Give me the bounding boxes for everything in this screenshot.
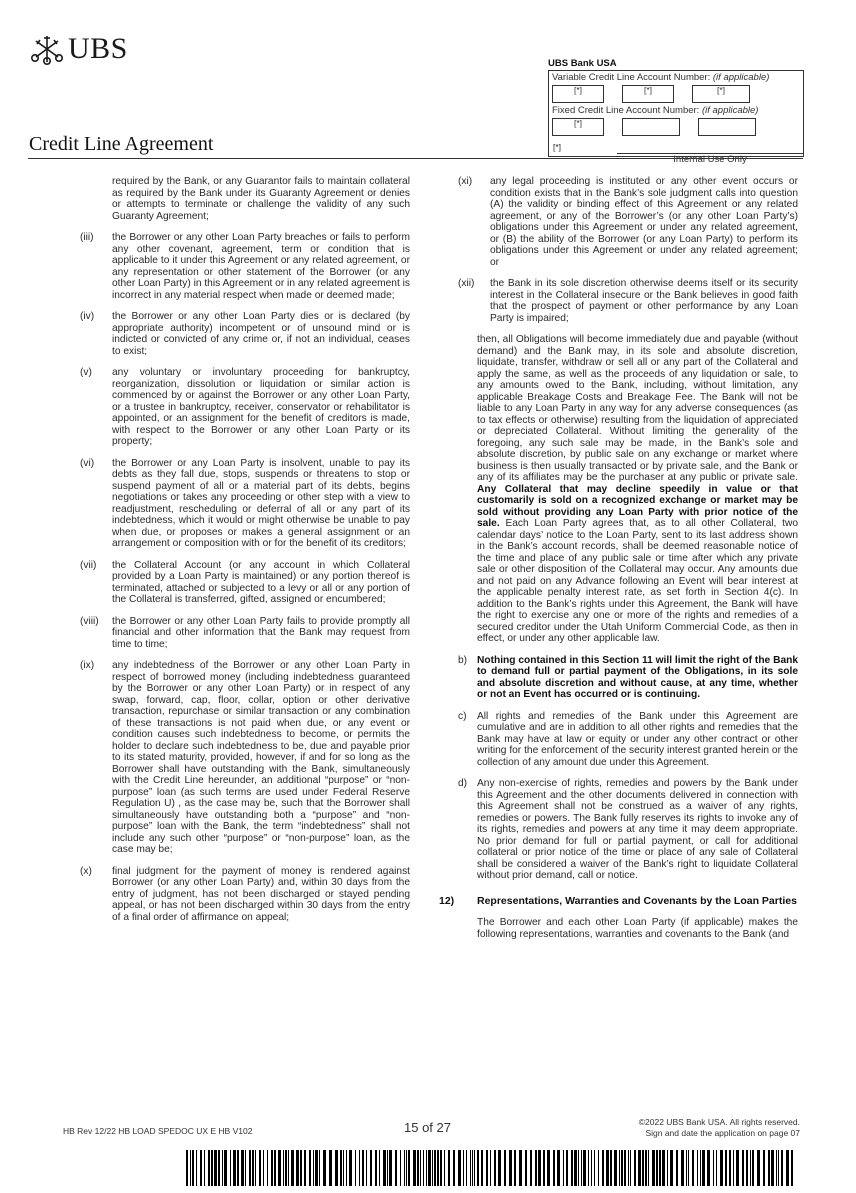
barcode-bar bbox=[224, 1150, 227, 1186]
barcode-bar bbox=[776, 1150, 777, 1186]
barcode-bar bbox=[602, 1150, 604, 1186]
barcode-bar bbox=[713, 1150, 714, 1186]
variable-account-field-3[interactable]: [*] bbox=[692, 85, 750, 103]
barcode-bar bbox=[733, 1150, 734, 1186]
barcode-bar bbox=[676, 1150, 678, 1186]
barcode-bar bbox=[349, 1150, 352, 1186]
barcode-bar bbox=[329, 1150, 332, 1186]
item-number: (v) bbox=[80, 367, 92, 378]
list-item bbox=[80, 458, 410, 550]
barcode-bar bbox=[291, 1150, 294, 1186]
account-number-box bbox=[548, 58, 804, 165]
barcode-bar bbox=[387, 1150, 388, 1186]
barcode-bar bbox=[725, 1150, 727, 1186]
sub-item-letter: d) bbox=[458, 778, 468, 789]
barcode-bar bbox=[309, 1150, 311, 1186]
list-item bbox=[80, 660, 410, 856]
barcode-bar bbox=[662, 1150, 665, 1186]
barcode-bar bbox=[241, 1150, 244, 1186]
barcode-bar bbox=[340, 1150, 342, 1186]
barcode-bar bbox=[771, 1150, 774, 1186]
fixed-account-suffix: [*] bbox=[553, 142, 562, 152]
item-text: the Borrower or any other Loan Party fails to provide promptly all financial and other information that the Bank may request from time to time; bbox=[112, 615, 410, 650]
barcode-bar bbox=[389, 1150, 392, 1186]
barcode-bar bbox=[530, 1150, 532, 1186]
barcode-bar bbox=[688, 1150, 689, 1186]
list-item bbox=[80, 560, 410, 606]
barcode-bar bbox=[278, 1150, 281, 1186]
continued-paragraph: required by the Bank, or any Guarantor fails to maintain collateral as required by the Bank under its Guaranty Agreement or denies or attempts to terminate or challenge the validity of any such Guaranty Agreement; bbox=[112, 176, 410, 222]
item-text: the Borrower or any other Loan Party breaches or fails to perform any other covenant, agreement, term or condition that is applicable to it under this Agreement or any related agreement, or any representation or other statement of the Borrower (or any other Loan Party) in this Agreement or in any related agreement is incorrect in any material respect when made or deemed made; bbox=[112, 232, 410, 301]
barcode-bar bbox=[494, 1150, 496, 1186]
barcode-bar bbox=[490, 1150, 491, 1186]
left-column bbox=[80, 176, 410, 933]
barcode-bar bbox=[720, 1150, 723, 1186]
remedies-text: then, all Obligations will become immediately due and payable (without demand) and the Bank may, in its sole and absolute discretion, liquidate, transfer, withdraw or sell all or any part of the Collateral and apply the same, as well as the proceeds of any liquidation or sale, to any amounts owed to the Bank, including, without limitation, any applicable Breakage Costs and Breakage Fee. The Bank will not be liable to any Loan Party in any way for any adverse consequences (as to tax effects or otherwise) resulting from the liquidation of appreciated or depreciated Collateral. Without limiting the generality of the foregoing, any such sale may be made, in the Bank’s sole and absolute discretion, by public sale on any exchange or market where business is then usually transacted or by private sale, and the Bank or any of its affiliates may be the purchaser at any public or private sale. bbox=[477, 334, 798, 483]
barcode-bar bbox=[400, 1150, 401, 1186]
barcode-bar bbox=[645, 1150, 647, 1186]
barcode-bar bbox=[263, 1150, 264, 1186]
page-title: Credit Line Agreement bbox=[29, 133, 214, 155]
list-item bbox=[80, 311, 410, 357]
list-item bbox=[80, 616, 410, 651]
barcode-bar bbox=[729, 1150, 731, 1186]
barcode-bar bbox=[598, 1150, 599, 1186]
barcode-bar bbox=[423, 1150, 424, 1186]
variable-account-label bbox=[552, 72, 800, 84]
barcode-bar bbox=[214, 1150, 217, 1186]
barcode-bar bbox=[514, 1150, 516, 1186]
remedies-bold-text: Any Collateral that may decline speedily in value or that customarily is sold on a recognized exchange or market may be sold without providing any Loan Party with prior notice of the sale. bbox=[477, 483, 798, 529]
barcode-bar bbox=[656, 1150, 658, 1186]
barcode-bar bbox=[259, 1150, 261, 1186]
barcode-bar bbox=[190, 1150, 191, 1186]
barcode-bar bbox=[413, 1150, 416, 1186]
barcode-bar bbox=[594, 1150, 595, 1186]
barcode-bar bbox=[343, 1150, 344, 1186]
barcode-bar bbox=[426, 1150, 427, 1186]
barcode-bar bbox=[383, 1150, 386, 1186]
barcode-bar bbox=[379, 1150, 380, 1186]
barcode-bar bbox=[440, 1150, 442, 1186]
item-number: (viii) bbox=[80, 615, 99, 627]
barcode-bar bbox=[670, 1150, 673, 1186]
list-item bbox=[80, 367, 410, 448]
barcode-bar bbox=[619, 1150, 620, 1186]
barcode-bar bbox=[192, 1150, 194, 1186]
fixed-note: (if applicable) bbox=[701, 105, 759, 116]
barcode-bar bbox=[535, 1150, 537, 1186]
barcode-bar bbox=[778, 1150, 779, 1186]
item-text: the Borrower or any Loan Party is insolvent, unable to pay its debts as they fall due, stops, suspends or threatens to stop or suspend payment of all or a material part of its debts, begins negotiations or takes any proceeding or other step with a view to readjustment, rescheduling or deferral of all or any part of its indebtedness, which it would or might otherwise be unable to pay when due, or proposes or makes a general assignment or an arrangement or composition with or for the benefit of its creditors; bbox=[112, 457, 410, 549]
barcode-bar bbox=[196, 1150, 197, 1186]
barcode-bar bbox=[218, 1150, 220, 1186]
barcode-bar bbox=[249, 1150, 251, 1186]
section-intro: The Borrower and each other Loan Party (if applicable) makes the following representations, warranties and covenants to the Bank (and bbox=[477, 917, 798, 940]
barcode-bar bbox=[750, 1150, 751, 1186]
fixed-account-field-2[interactable] bbox=[622, 118, 680, 136]
barcode-bar bbox=[437, 1150, 439, 1186]
barcode-bar bbox=[313, 1150, 314, 1186]
barcode-bar bbox=[463, 1150, 464, 1186]
barcode-bar bbox=[606, 1150, 609, 1186]
barcode-bar bbox=[233, 1150, 236, 1186]
barcode-bar bbox=[659, 1150, 661, 1186]
sub-item-text: All rights and remedies of the Bank under this Agreement are cumulative and are in addition to all other rights and remedies that the Bank may have at law or equity or under any other contract or other writing for the enforcement of the security interest granted herein or the collection of any amount due under this Agreement. bbox=[477, 710, 798, 768]
barcode-bar bbox=[768, 1150, 770, 1186]
barcode-bar bbox=[702, 1150, 705, 1186]
right-column bbox=[439, 176, 798, 950]
barcode-bar bbox=[359, 1150, 360, 1186]
variable-account-field-2[interactable]: [*] bbox=[622, 85, 674, 103]
variable-account-cells bbox=[552, 85, 800, 103]
item-text: the Bank in its sole discretion otherwise deems itself or its security interest in the Collateral insecure or the Bank believes in good faith that the prospect of payment or other performance by any Loan Party is impaired; bbox=[490, 278, 798, 324]
barcode-bar bbox=[245, 1150, 246, 1186]
barcode-bar bbox=[274, 1150, 276, 1186]
barcode-bar bbox=[742, 1150, 744, 1186]
item-number: (ix) bbox=[80, 660, 95, 671]
barcode-bar bbox=[525, 1150, 527, 1186]
barcode-bar bbox=[406, 1150, 407, 1186]
barcode-bar bbox=[686, 1150, 687, 1186]
barcode-bar bbox=[746, 1150, 748, 1186]
barcode-bar bbox=[781, 1150, 783, 1186]
item-number: (xi) bbox=[458, 176, 473, 187]
item-text: the Borrower or any other Loan Party dies or is declared (by appropriate authority) incompetent or of unsound mind or is indicted or convicted of any crime or, if not an individual, ceases to exist; bbox=[112, 311, 410, 357]
barcode-bar bbox=[634, 1150, 636, 1186]
barcode-bar bbox=[434, 1150, 436, 1186]
barcode-bar bbox=[757, 1150, 760, 1186]
barcode-bar bbox=[346, 1150, 347, 1186]
barcode bbox=[186, 1150, 798, 1186]
barcode-bar bbox=[208, 1150, 210, 1186]
barcode-bar bbox=[566, 1150, 568, 1186]
barcode-bar bbox=[420, 1150, 421, 1186]
ubs-logo bbox=[30, 32, 128, 66]
remedies-text-continued: Each Loan Party agrees that, as to all other Collateral, two calendar days’ notice to the Loan Party, sent to its last address shown in the Bank’s account records, shall be deemed reasonable notice of the time and place of any public sale or time after which any private sale or other disposition of the Collateral may occur. Any amounts due and not paid on any Advance following an Event will bear interest at the applicable penalty interest rate, as set forth in Section 4(c). In addition to the Bank’s rights under this Agreement, the Bank will have the right to exercise any one or more of the rights and remedies of a secured creditor under the Utah Uniform Commercial Code, as then in effect, or under any other applicable law. bbox=[477, 518, 798, 644]
list-item bbox=[80, 866, 410, 924]
barcode-bar bbox=[230, 1150, 231, 1186]
barcode-bar bbox=[571, 1150, 573, 1186]
item-text: any legal proceeding is instituted or any other event occurs or condition exists that in the Bank’s sole judgment calls into question (A) the validity or binding effect of this Agreement or any related agreement, or any of the Borrower’s (or any other Loan Party’s) obligations under this Agreement or under any related agreement, or (B) the ability of the Borrower (or any Loan Party) to perform its obligations under this Agreement or under any related agreement; or bbox=[490, 176, 798, 268]
variable-account-field-1[interactable]: [*] bbox=[552, 85, 604, 103]
barcode-bar bbox=[574, 1150, 577, 1186]
barcode-bar bbox=[563, 1150, 564, 1186]
page-number: 15 of 27 bbox=[404, 1120, 451, 1135]
list-item bbox=[458, 176, 798, 268]
barcode-bar bbox=[204, 1150, 205, 1186]
barcode-bar bbox=[362, 1150, 364, 1186]
barcode-bar bbox=[417, 1150, 419, 1186]
barcode-bar bbox=[222, 1150, 223, 1186]
account-frame bbox=[548, 70, 804, 165]
item-number: (iv) bbox=[80, 311, 95, 322]
barcode-bar bbox=[323, 1150, 326, 1186]
sub-item-b bbox=[458, 655, 798, 701]
barcode-bar bbox=[591, 1150, 592, 1186]
barcode-bar bbox=[474, 1150, 475, 1186]
barcode-bar bbox=[581, 1150, 582, 1186]
barcode-bar bbox=[752, 1150, 754, 1186]
barcode-bar bbox=[375, 1150, 377, 1186]
barcode-bar bbox=[519, 1150, 522, 1186]
fixed-account-label bbox=[552, 105, 800, 117]
barcode-bar bbox=[648, 1150, 649, 1186]
sub-item-d bbox=[458, 778, 798, 882]
barcode-bar bbox=[638, 1150, 641, 1186]
barcode-bar bbox=[692, 1150, 694, 1186]
item-text: final judgment for the payment of money is rendered against Borrower (or any other Loan Party) and, within 30 days from the entry of judgment, has not been discharged or stayed pending appeal, or has not been discharged within 30 days from the entry of a final order of affirmance on appeal; bbox=[112, 865, 410, 923]
barcode-bar bbox=[557, 1150, 560, 1186]
barcode-bar bbox=[553, 1150, 555, 1186]
section-number: 12) bbox=[439, 894, 455, 907]
barcode-bar bbox=[763, 1150, 765, 1186]
barcode-bar bbox=[642, 1150, 644, 1186]
section-heading bbox=[439, 896, 798, 908]
barcode-bar bbox=[408, 1150, 410, 1186]
barcode-bar bbox=[610, 1150, 612, 1186]
barcode-bar bbox=[252, 1150, 254, 1186]
barcode-bar bbox=[432, 1150, 433, 1186]
item-number: (x) bbox=[80, 865, 92, 877]
barcode-bar bbox=[283, 1150, 284, 1186]
section-title: Representations, Warranties and Covenants by the Loan Parties bbox=[477, 894, 797, 907]
barcode-bar bbox=[237, 1150, 239, 1186]
barcode-bar bbox=[786, 1150, 789, 1186]
form-id: HB Rev 12/22 HB LOAD SPEDOC UX E HB V102 bbox=[63, 1126, 253, 1136]
barcode-bar bbox=[267, 1150, 268, 1186]
barcode-bar bbox=[697, 1150, 698, 1186]
barcode-bar bbox=[630, 1150, 631, 1186]
barcode-bar bbox=[444, 1150, 445, 1186]
barcode-bar bbox=[652, 1150, 655, 1186]
barcode-bar bbox=[319, 1150, 320, 1186]
barcode-bar bbox=[547, 1150, 550, 1186]
barcode-bar bbox=[707, 1150, 710, 1186]
barcode-bar bbox=[628, 1150, 629, 1186]
barcode-bar bbox=[681, 1150, 684, 1186]
item-number: (vi) bbox=[80, 457, 95, 469]
barcode-bar bbox=[583, 1150, 586, 1186]
barcode-bar bbox=[304, 1150, 306, 1186]
fixed-account-field-1[interactable]: [*] bbox=[552, 118, 604, 136]
barcode-bar bbox=[255, 1150, 256, 1186]
bank-name: UBS Bank USA bbox=[548, 58, 617, 69]
item-text: the Collateral Account (or any account in which Collateral provided by a Loan Party is maintained) or any portion thereof is terminated, attached or subjected to a levy or all or any portion of the Collateral is transferred, gifted, assigned or encumbered; bbox=[112, 559, 410, 605]
barcode-bar bbox=[538, 1150, 541, 1186]
barcode-bar bbox=[624, 1150, 626, 1186]
barcode-bar bbox=[395, 1150, 397, 1186]
list-item bbox=[458, 278, 798, 324]
barcode-bar bbox=[315, 1150, 318, 1186]
sub-item-letter: c) bbox=[458, 710, 467, 722]
barcode-bar bbox=[271, 1150, 273, 1186]
ubs-keys-icon bbox=[30, 32, 64, 66]
barcode-bar bbox=[716, 1150, 717, 1186]
barcode-bar bbox=[621, 1150, 623, 1186]
barcode-bar bbox=[466, 1150, 467, 1186]
barcode-bar bbox=[543, 1150, 545, 1186]
copyright: ©2022 UBS Bank USA. All rights reserved. bbox=[638, 1117, 800, 1127]
barcode-bar bbox=[200, 1150, 202, 1186]
barcode-bar bbox=[211, 1150, 213, 1186]
variable-label-text: Variable Credit Line Account Number: bbox=[552, 72, 711, 83]
internal-use-label: Internal Use Only bbox=[617, 153, 803, 165]
item-number: (xii) bbox=[458, 278, 475, 289]
sub-item-c bbox=[458, 711, 798, 769]
barcode-bar bbox=[448, 1150, 450, 1186]
barcode-bar bbox=[578, 1150, 579, 1186]
barcode-bar bbox=[477, 1150, 479, 1186]
fixed-label-text: Fixed Credit Line Account Number: bbox=[552, 105, 700, 116]
barcode-bar bbox=[667, 1150, 668, 1186]
barcode-bar bbox=[453, 1150, 455, 1186]
item-text: any indebtedness of the Borrower or any other Loan Party in respect of borrowed money (including indebtedness guaranteed by the Borrower or any other Loan Party) or in respect of any swap, forward, cap, floor, collar, option or other derivative transaction, repurchase or similar transaction or any combination of these transactions is not paid when due, or any event or condition causes such indebtedness to become, or permits the holder to declare such indebtedness to be, due and payable prior to its stated maturity, provided, however, if and for so long as the Borrower shall have outstanding with the Bank, simultaneously with the Credit Line hereunder, an additional “purpose” or “non-purpose” loan (as such terms are used under Federal Reserve Regulation U) , as the case may be, such that the Borrower shall simultaneously have outstanding both a “purpose” and “non-purpose” loan with the Bank, the term “indebtedness” shall not include any such other “purpose” or “non-purpose” loan, as the case may be; bbox=[112, 660, 410, 855]
item-number: (iii) bbox=[80, 232, 94, 243]
barcode-bar bbox=[614, 1150, 617, 1186]
fixed-account-field-3[interactable] bbox=[698, 118, 756, 136]
barcode-bar bbox=[370, 1150, 372, 1186]
item-text: any voluntary or involuntary proceeding for bankruptcy, reorganization, dissolution or liquidation or similar action is commenced by or against the Borrower or any other Loan Party, or a trustee in bankruptcy, receiver, conservator or rehabilitator is appointed, or an assignment for the benefit of creditors is made, with respect to the Borrower or any other Loan Party or its property; bbox=[112, 367, 410, 447]
barcode-bar bbox=[472, 1150, 473, 1186]
remedies-paragraph bbox=[477, 334, 798, 645]
barcode-bar bbox=[481, 1150, 483, 1186]
barcode-bar bbox=[288, 1150, 289, 1186]
sub-item-letter: b) bbox=[458, 654, 468, 666]
footer-notice bbox=[590, 1117, 800, 1139]
barcode-bar bbox=[498, 1150, 501, 1186]
barcode-bar bbox=[285, 1150, 287, 1186]
barcode-bar bbox=[355, 1150, 356, 1186]
barcode-bar bbox=[300, 1150, 302, 1186]
barcode-bar bbox=[504, 1150, 506, 1186]
sign-note: Sign and date the application on page 07 bbox=[645, 1128, 800, 1138]
barcode-bar bbox=[296, 1150, 299, 1186]
barcode-bar bbox=[404, 1150, 405, 1186]
variable-note: (if applicable) bbox=[712, 72, 770, 83]
barcode-bar bbox=[470, 1150, 471, 1186]
barcode-bar bbox=[509, 1150, 512, 1186]
item-number: (vii) bbox=[80, 559, 97, 571]
barcode-bar bbox=[791, 1150, 793, 1186]
brand-wordmark: UBS bbox=[68, 32, 128, 65]
barcode-bar bbox=[335, 1150, 338, 1186]
fixed-account-cells bbox=[552, 118, 800, 136]
barcode-bar bbox=[588, 1150, 589, 1186]
barcode-bar bbox=[700, 1150, 701, 1186]
sub-item-text: Any non-exercise of rights, remedies and powers by the Bank under this Agreement and the other documents delivered in connection with this Agreement shall not be construed as a waiver of any rights, remedies or powers. The Bank fully reserves its rights to invoke any of its rights, remedies and powers at any time it may deem appropriate. No prior demand for full or partial payment, or call for additional collateral or prior notice of the time or place of any sale of Collateral shall be considered a waiver of the Bank’s right to liquidate Collateral without prior demand, call or notice. bbox=[477, 778, 798, 881]
barcode-bar bbox=[736, 1150, 739, 1186]
barcode-bar bbox=[186, 1150, 188, 1186]
barcode-bar bbox=[428, 1150, 431, 1186]
barcode-bar bbox=[486, 1150, 488, 1186]
barcode-bar bbox=[366, 1150, 367, 1186]
barcode-bar bbox=[458, 1150, 461, 1186]
sub-item-text: Nothing contained in this Section 11 will limit the right of the Bank to demand full or partial payment of the Obligations, in its sole and absolute discretion and without cause, at any time, whether or not an Event has occurred or is continuing. bbox=[477, 654, 798, 700]
list-item bbox=[80, 232, 410, 301]
